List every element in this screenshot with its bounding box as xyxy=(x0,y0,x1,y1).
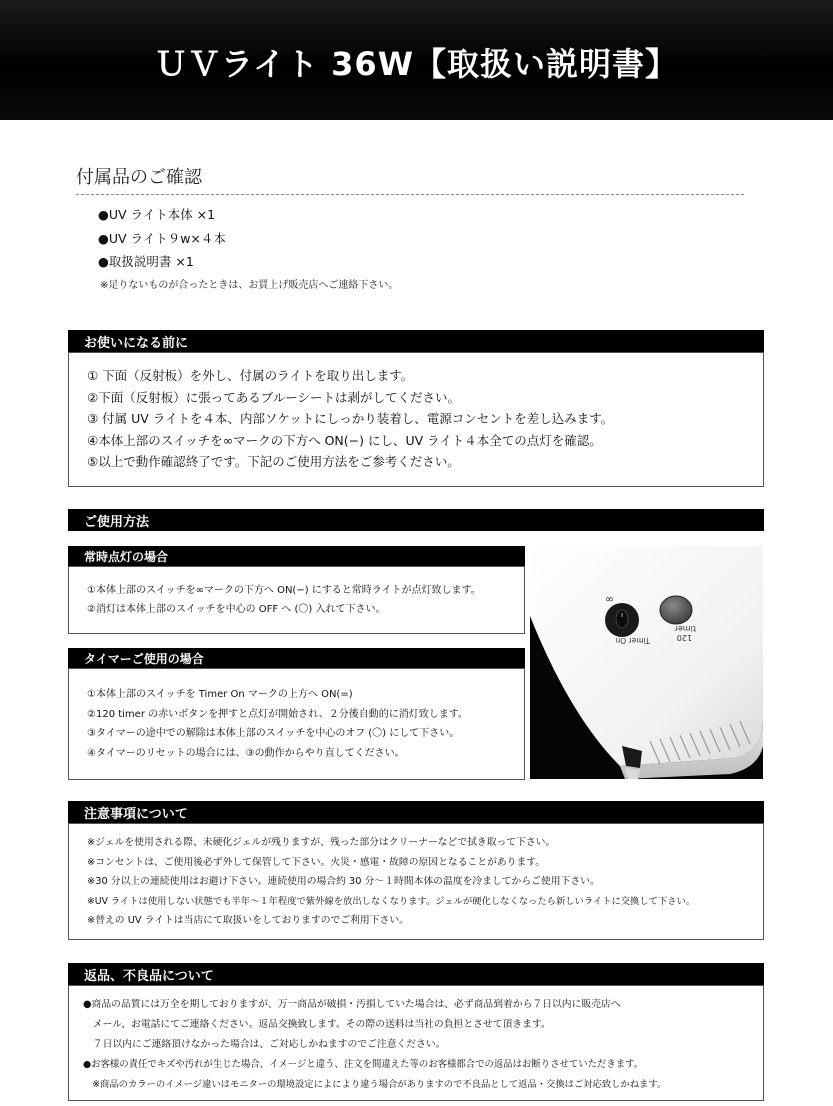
timer-heading-text: タイマーご使用の場合 xyxy=(84,651,204,666)
returns-line: メール、お電話にてご連絡ください。返品交換致します。その際の送料は当社の負担とさせて頂きます。 xyxy=(83,1019,551,1030)
cautions-box xyxy=(68,823,764,940)
before-use-heading-text: お使いになる前に xyxy=(84,335,189,351)
before-use-box xyxy=(68,352,764,487)
constant-light-heading-text: 常時点灯の場合 xyxy=(84,549,169,564)
dotted-divider xyxy=(76,194,744,195)
accessories-list xyxy=(98,203,226,274)
list-item: ●取扱説明書 ×1 xyxy=(98,254,194,269)
cautions-heading xyxy=(68,801,764,823)
constant-line: ①本体上部のスイッチを∞マークの下方へ ON(−) にすると常時ライトが点灯致します。 xyxy=(87,585,481,596)
returns-box xyxy=(68,985,764,1101)
step-line: ① 下面（反射板）を外し、付属のライトを取り出します。 xyxy=(87,368,414,383)
before-use-heading xyxy=(68,330,764,352)
caution-line: ※替えの UV ライトは当店にて取扱いをしておりますのでご利用下さい。 xyxy=(87,915,409,926)
page-title: ＵＶライト 36W【取扱い説明書】 xyxy=(154,45,678,83)
step-line: ③ 付属 UV ライトを４本、内部ソケットにしっかり装着し、電源コンセントを差し込みます。 xyxy=(87,411,614,426)
step-line: ⑤以上で動作確認終了です。下記のご使用方法をご参考ください。 xyxy=(87,454,460,469)
list-item: ●UV ライト本体 ×1 xyxy=(98,207,216,222)
switch-label: Timer On xyxy=(615,636,650,645)
returns-heading xyxy=(68,963,764,985)
returns-heading-text: 返品、不良品について xyxy=(84,968,214,984)
switch-symbol: ∞ xyxy=(604,593,614,606)
timer-heading xyxy=(68,648,525,668)
button-label-number: 120 xyxy=(676,633,692,642)
step-line: ④本体上部のスイッチを∞マークの下方へ ON(−) にし、UV ライト４本全ての点灯を確認。 xyxy=(87,432,602,448)
list-item: ●UV ライト９w×４本 xyxy=(98,230,226,246)
caution-line: ※コンセントは、ご使用後必ず外して保管して下さい。火災・感電・故障の原因となることがあります。 xyxy=(87,856,546,868)
cautions-heading-text: 注意事項について xyxy=(84,806,188,822)
constant-line: ②消灯は本体上部のスイッチを中心の OFF へ (〇) 入れて下さい。 xyxy=(87,604,386,615)
accessories-note: ※足りないものが合ったときは、お買上げ販売店へご連絡下さい。 xyxy=(100,280,399,291)
timer-line: ②120 timer の赤いボタンを押すと点灯が開始され、２分後自動的に消灯致します。 xyxy=(87,708,468,720)
caution-line: ※30 分以上の連続使用はお避け下さい。連続使用の場合約 30 分～１時間本体の温度を冷ましてからご使用下さい。 xyxy=(87,876,600,887)
caution-line: ※ジェルを使用される際、未硬化ジェルが残りますが、残った部分はクリーナーなどで拭き取って下さい。 xyxy=(87,837,556,848)
page-header xyxy=(0,0,833,120)
constant-light-heading xyxy=(68,546,525,566)
returns-line: ※商品のカラーのイメージ違いはモニターの環境設定によにより違う場合がありますので不良品として返品・交換はご対応致しかねます。 xyxy=(83,1079,667,1090)
usage-heading-text: ご使用方法 xyxy=(84,514,150,530)
constant-light-box xyxy=(68,566,525,634)
uv-light-photo xyxy=(530,546,763,779)
timer-line: ③タイマーの途中での解除は本体上部のスイッチを中心のオフ (〇) にして下さい。 xyxy=(87,728,460,739)
timer-line: ①本体上部のスイッチを Timer On マークの上方へ ON(=) xyxy=(87,689,353,700)
button-label-word: timer xyxy=(674,624,696,633)
returns-line: ●商品の品質には万全を期しておりますが、万一商品が破損・汚損していた場合は、必ず商品到着から７日以内に販売店へ xyxy=(83,999,621,1010)
returns-line: ７日以内にご連絡頂けなかった場合は、ご対応しかねますのでご注意ください。 xyxy=(83,1039,446,1050)
accessories-heading: 付属品のご確認 xyxy=(76,167,202,188)
returns-line: ●お客様の責任でキズや汚れが生じた場合、イメージと違う、注文を間違えた等のお客様都合での返品はお断りさせていただきます。 xyxy=(83,1059,644,1070)
caution-line: ※UV ライトは使用しない状態でも半年～１年程度で紫外線を放出しなくなります。ジェルが硬化しなくなったら新しいライトに交換して下さい。 xyxy=(87,895,696,907)
step-line: ②下面（反射板）に張ってあるブルーシートは剥がしてください。 xyxy=(87,389,460,405)
timer-box xyxy=(68,668,525,780)
timer-line: ④タイマーのリセットの場合には、③の動作からやり直してください。 xyxy=(87,747,405,759)
usage-heading xyxy=(68,509,764,531)
